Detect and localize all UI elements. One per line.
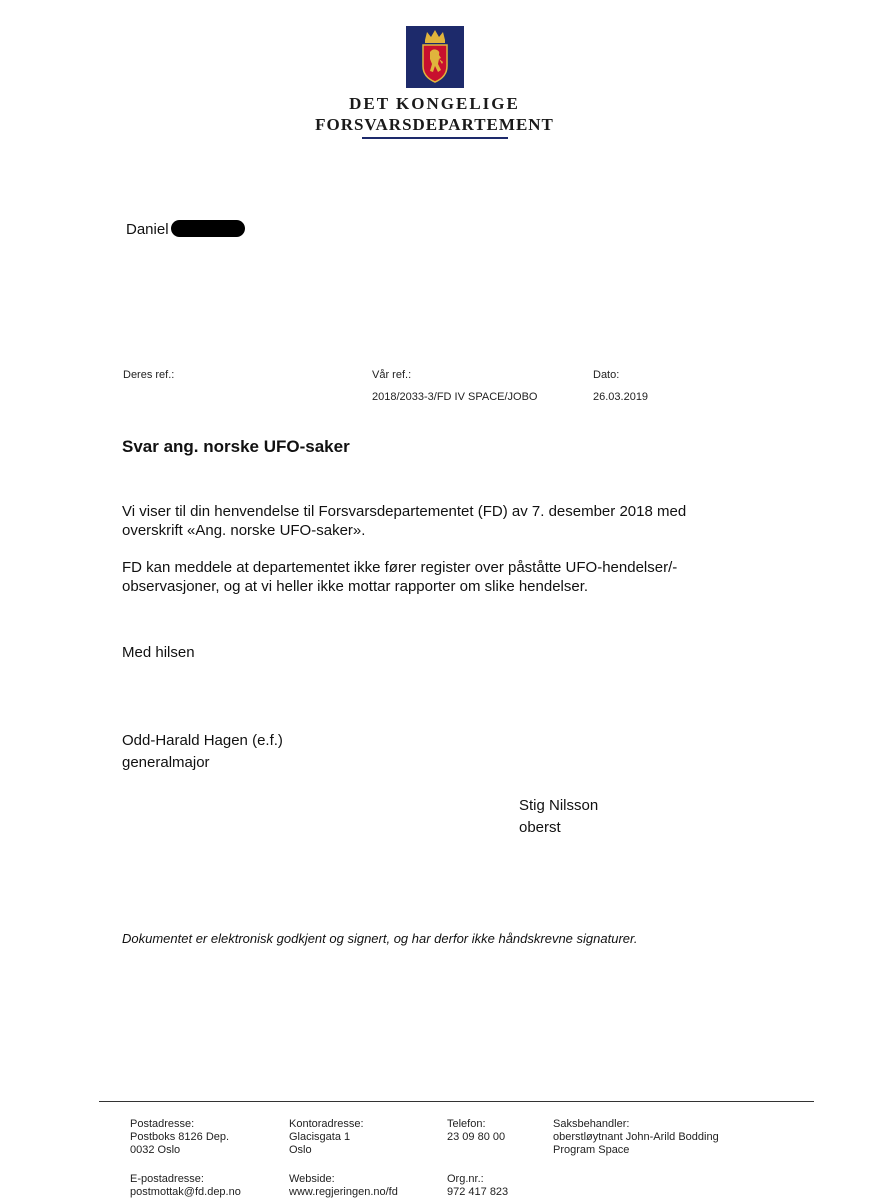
- footer-divider: [99, 1101, 814, 1102]
- epost-value: postmottak@fd.dep.no: [130, 1186, 241, 1198]
- footer-kontoradresse: [289, 1118, 364, 1157]
- footer-saksbehandler: [553, 1118, 719, 1157]
- ministry-line-2: FORSVARSDEPARTEMENT: [315, 115, 554, 134]
- signatory-2-name: Stig Nilsson: [519, 797, 599, 814]
- telefon-value: 23 09 80 00: [447, 1131, 506, 1143]
- p2-line-2: observasjoner, og at vi heller ikke mottar rapporter om slike hendelser.: [122, 578, 589, 595]
- saksbehandler-label: Saksbehandler:: [553, 1118, 630, 1130]
- redaction-mark: [171, 220, 245, 237]
- signatory-1-name: Odd-Harald Hagen (e.f.): [122, 732, 283, 749]
- kontor-line-1: Glacisgata 1: [289, 1131, 351, 1143]
- footer-orgnr: [447, 1173, 508, 1199]
- ministry-line-1: DET KONGELIGE: [349, 94, 520, 113]
- subject-heading: Svar ang. norske UFO-saker: [122, 437, 350, 456]
- post-line-2: 0032 Oslo: [130, 1144, 181, 1156]
- saksbehandler-line-1: oberstløytnant John-Arild Bodding: [553, 1131, 719, 1143]
- electronic-signature-note: Dokumentet er elektronisk godkjent og signert, og har derfor ikke håndskrevne signaturer.: [122, 931, 638, 946]
- letterhead: [0, 26, 869, 139]
- post-label: Postadresse:: [130, 1118, 195, 1130]
- p1-line-2: overskrift «Ang. norske UFO-saker».: [122, 522, 366, 539]
- signatory-1: [122, 730, 283, 774]
- coat-of-arms-icon: [406, 26, 464, 88]
- p1-line-1: Vi viser til din henvendelse til Forsvarsdepartementet (FD) av 7. desember 2018 med: [122, 503, 687, 520]
- recipient-name: Daniel: [126, 221, 169, 238]
- body-paragraph-1: [122, 502, 762, 540]
- webside-value: www.regjeringen.no/fd: [289, 1186, 398, 1198]
- ministry-underline: [362, 137, 508, 139]
- footer-epost: [130, 1173, 241, 1199]
- dato-value: 26.03.2019: [593, 391, 649, 403]
- var-ref-label: Vår ref.:: [372, 369, 412, 381]
- ministry-name: [0, 93, 869, 139]
- footer-telefon: [447, 1118, 505, 1144]
- signatory-2: [519, 795, 598, 839]
- closing: Med hilsen: [122, 644, 195, 661]
- epost-label: E-postadresse:: [130, 1173, 204, 1185]
- webside-label: Webside:: [289, 1173, 335, 1185]
- kontor-label: Kontoradresse:: [289, 1118, 364, 1130]
- footer-webside: [289, 1173, 398, 1199]
- deres-ref-label: Deres ref.:: [123, 369, 175, 381]
- telefon-label: Telefon:: [447, 1118, 486, 1130]
- orgnr-value: 972 417 823: [447, 1186, 509, 1198]
- signatory-1-title: generalmajor: [122, 754, 210, 771]
- saksbehandler-line-2: Program Space: [553, 1144, 630, 1156]
- footer-postadresse: [130, 1118, 229, 1157]
- post-line-1: Postboks 8126 Dep.: [130, 1131, 230, 1143]
- orgnr-label: Org.nr.:: [447, 1173, 484, 1185]
- signatory-2-title: oberst: [519, 819, 561, 836]
- p2-line-1: FD kan meddele at departementet ikke fører register over påståtte UFO-hendelser/-: [122, 559, 678, 576]
- kontor-line-2: Oslo: [289, 1144, 312, 1156]
- dato-label: Dato:: [593, 369, 620, 381]
- var-ref-value: 2018/2033-3/FD IV SPACE/JOBO: [372, 391, 538, 403]
- body-paragraph-2: [122, 558, 762, 596]
- recipient: [126, 220, 245, 238]
